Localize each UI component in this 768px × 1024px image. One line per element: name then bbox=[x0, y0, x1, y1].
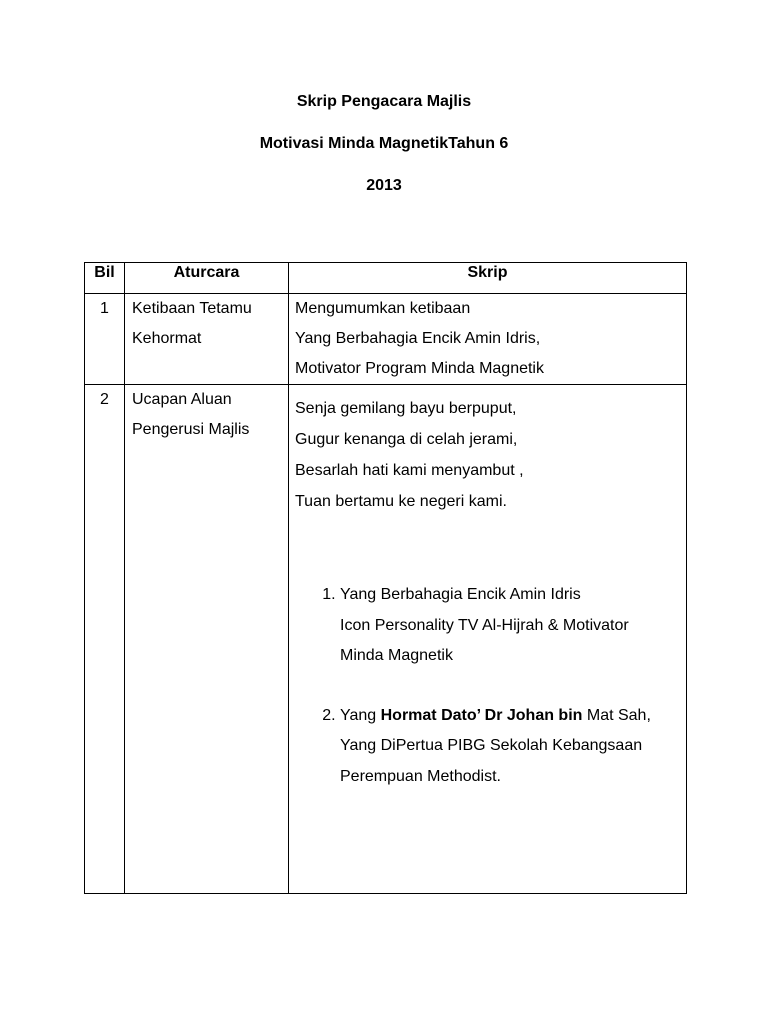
list-item bbox=[340, 580, 686, 672]
aturcara-line: Ketibaan Tetamu bbox=[132, 300, 252, 317]
guest-line: Yang DiPertua PIBG Sekolah Kebangsaan bbox=[340, 737, 643, 754]
guest-line: Yang Berbahagia Encik Amin Idris bbox=[340, 586, 581, 603]
guest-suffix: Mat Sah, bbox=[582, 706, 651, 724]
row-number bbox=[85, 294, 125, 385]
document-subtitle: Motivasi Minda MagnetikTahun 6 bbox=[259, 135, 509, 152]
honoured-guests-list bbox=[295, 580, 686, 792]
row-number bbox=[85, 385, 125, 894]
pantun-line: Gugur kenanga di celah jerami, bbox=[295, 431, 518, 448]
pantun-line: Senja gemilang bayu berpuput, bbox=[295, 400, 517, 417]
pantun-line: Tuan bertamu ke negeri kami. bbox=[295, 493, 507, 510]
row-number-text: 2 bbox=[100, 391, 109, 408]
list-item bbox=[340, 701, 686, 793]
aturcara-line: Kehormat bbox=[132, 330, 202, 347]
document-year: 2013 bbox=[366, 177, 402, 194]
pantun-verse bbox=[295, 393, 686, 517]
header-skrip: Skrip bbox=[289, 263, 687, 294]
pantun-line: Besarlah hati kami menyambut , bbox=[295, 462, 524, 479]
guest-line: Icon Personality TV Al-Hijrah & Motivator bbox=[340, 616, 629, 634]
header-bil: Bil bbox=[85, 263, 125, 294]
aturcara-line: Pengerusi Majlis bbox=[132, 421, 250, 438]
table-row bbox=[85, 385, 687, 894]
skrip-line: Motivator Program Minda Magnetik bbox=[295, 360, 544, 377]
aturcara-line: Ucapan Aluan bbox=[132, 391, 232, 408]
row-number-text: 1 bbox=[100, 300, 109, 317]
program-table bbox=[84, 262, 687, 894]
skrip-line: Mengumumkan ketibaan bbox=[295, 300, 471, 317]
skrip-line: Yang Berbahagia Encik Amin Idris, bbox=[295, 330, 541, 347]
aturcara-cell bbox=[125, 385, 289, 894]
skrip-cell bbox=[289, 385, 687, 894]
table-header-row bbox=[85, 263, 687, 294]
skrip-cell bbox=[289, 294, 687, 385]
aturcara-cell bbox=[125, 294, 289, 385]
guest-line: Minda Magnetik bbox=[340, 647, 453, 664]
guest-name-bold: Hormat Dato’ Dr Johan bin bbox=[380, 706, 583, 724]
guest-line: Perempuan Methodist. bbox=[340, 767, 501, 785]
document-title: Skrip Pengacara Majlis bbox=[296, 93, 472, 110]
table-row bbox=[85, 294, 687, 385]
guest-prefix: Yang bbox=[340, 706, 381, 724]
header-aturcara: Aturcara bbox=[125, 263, 289, 294]
